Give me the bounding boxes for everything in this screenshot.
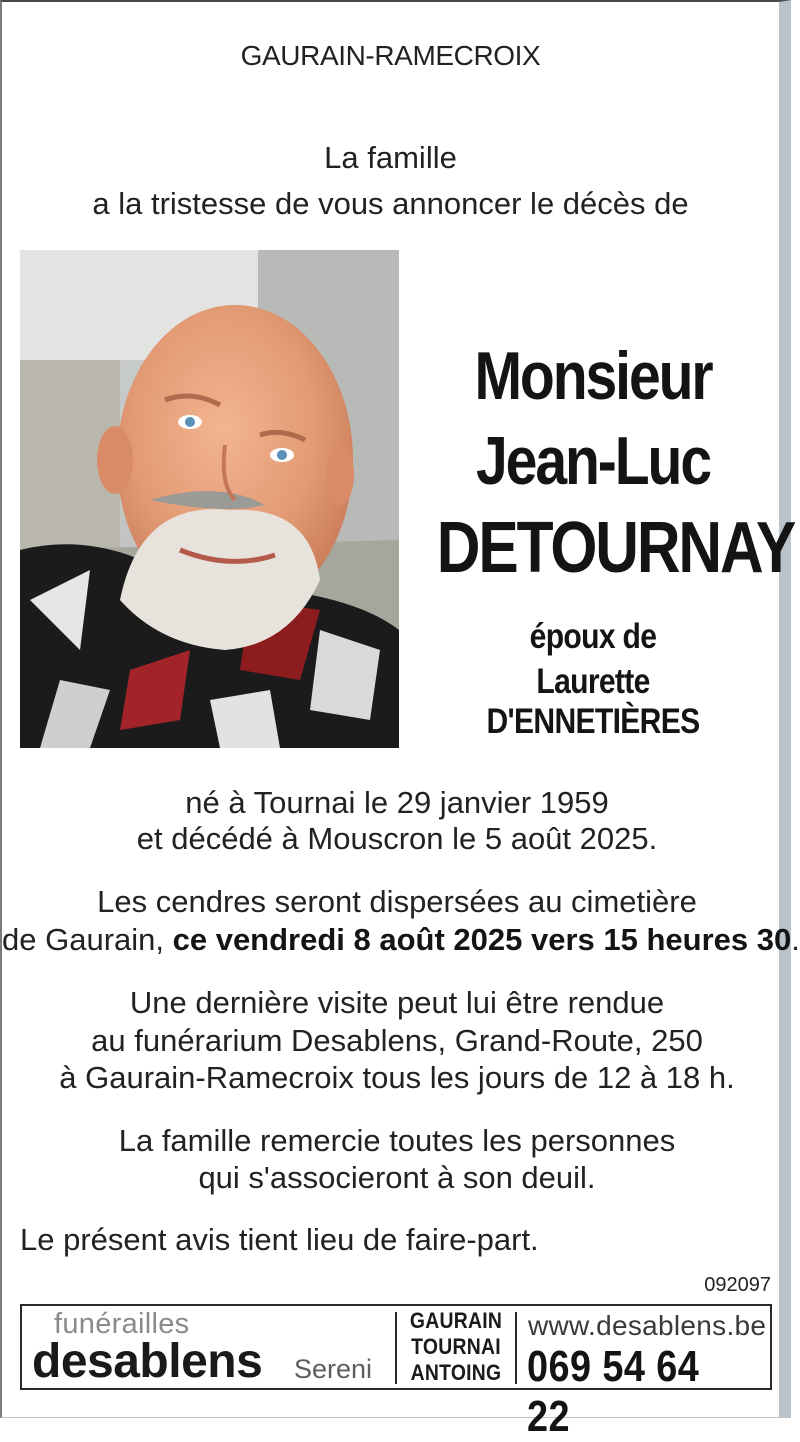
closing-note: Le présent avis tient lieu de faire-part. [20,1222,539,1257]
spouse-name: Laurette D'ENNETIÈRES [486,662,700,741]
visit-line-3: à Gaurain-Ramecroix tous les jours de 12 à 18 h. [59,1060,735,1095]
town-item: TOURNAI [411,1334,501,1359]
death-line: et décédé à Mouscron le 5 août 2025. [136,821,658,856]
visit-line-1: Une dernière visite peut lui être rendue [129,985,665,1020]
brand-tagline: funérailles [54,1308,190,1340]
birth-line: né à Tournai le 29 janvier 1959 [185,785,609,820]
deceased-title: Monsieur [474,338,712,414]
town-list [406,1308,506,1386]
ceremony-line-2 [2,922,800,958]
deceased-last-name: DETOURNAY [436,508,795,588]
ceremony-period: . [791,922,800,957]
visit-line-2: au funérarium Desablens, Grand-Route, 250 [91,1023,703,1058]
thanks-line-1: La famille remercie toutes les personnes [118,1123,676,1158]
spouse-label: époux de [529,617,657,656]
website-link[interactable]: www.desablens.be [528,1310,767,1341]
ceremony-place: de Gaurain, [2,922,173,957]
town-item: GAURAIN [409,1308,503,1333]
locality-heading: GAURAIN-RAMECROIX [240,40,541,71]
thanks-line-2: qui s'associeront à son deuil. [198,1160,596,1195]
ceremony-line-1: Les cendres seront dispersées au cimetière [97,884,697,919]
intro-line-2: a la tristesse de vous annoncer le décès de [92,186,689,221]
funeral-home-banner [20,1304,772,1441]
phone-number[interactable]: 069 54 64 22 [527,1342,700,1441]
brand-logo-text: desablens [32,1335,263,1388]
brand-sub-label: Sereni [294,1354,373,1384]
divider [515,1312,517,1384]
deceased-first-name: Jean-Luc [476,423,710,499]
portrait-illustration [20,250,399,748]
reference-number: 092097 [704,1274,771,1296]
portrait-photo [20,250,399,748]
town-item: ANTOING [410,1360,502,1385]
ceremony-date-time: ce vendredi 8 août 2025 vers 15 heures 30 [172,922,792,957]
divider [395,1312,397,1384]
intro-line-1: La famille [324,140,457,175]
